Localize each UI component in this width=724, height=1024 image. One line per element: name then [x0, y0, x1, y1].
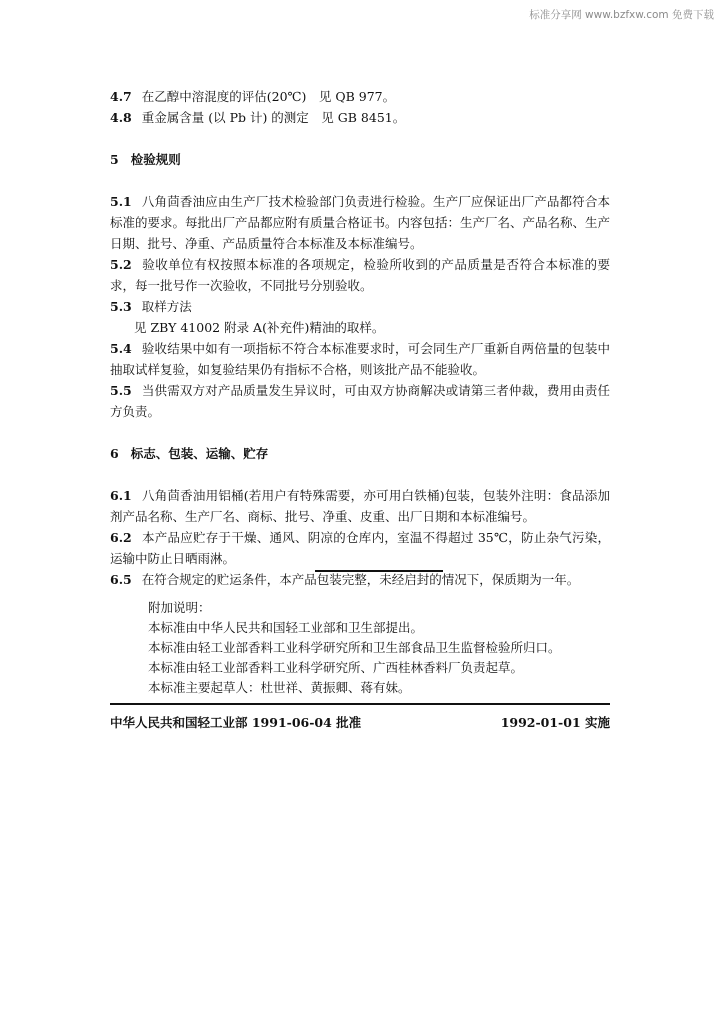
notes-title: 附加说明：	[148, 600, 211, 615]
clause-text: 重金属含量 (以 Pb 计) 的测定 见 GB 8451。	[141, 110, 406, 125]
clause-number: 6.1	[110, 488, 132, 503]
notes-line: 本标准由中华人民共和国轻工业部和卫生部提出。	[148, 620, 424, 635]
clause-number: 6.2	[110, 530, 132, 545]
clause-number: 4.8	[110, 110, 132, 125]
section-5-heading	[110, 149, 610, 170]
section-title: 标志、包装、运输、贮存	[130, 446, 269, 461]
clause-text: 八角茴香油用铝桶(若用户有特殊需要，亦可用白铁桶)包装，包装外注明：食品添加剂产品名称、生产厂名、商标、批号、净重、皮重、出厂日期和本标准编号。	[110, 488, 610, 524]
footer-rule	[110, 703, 610, 705]
effective-date: 1992-01-01 实施	[500, 715, 610, 730]
section-6-heading	[110, 443, 610, 464]
clause-text: 在乙醇中溶混度的评估(20℃) 见 QB 977。	[141, 89, 396, 104]
notes-line: 本标准由轻工业部香料工业科学研究所和卫生部食品卫生监督检验所归口。	[148, 640, 561, 655]
clause-text: 八角茴香油应由生产厂技术检验部门负责进行检验。生产厂应保证出厂产品都符合本标准的要求。每批出厂产品都应附有质量合格证书。内容包括：生产厂名、产品名称、生产日期、批号、净重、产品质量符合本标准及本标准编号。	[110, 194, 611, 251]
clause-5-3-text: 见 ZBY 41002 附录 A(补充件)精油的取样。	[134, 320, 385, 335]
clause-number: 5.1	[110, 194, 132, 209]
section-number: 5	[110, 152, 119, 167]
clause-6-2	[110, 527, 610, 569]
section-title: 检验规则	[130, 152, 181, 167]
standard-body	[110, 86, 610, 590]
clause-4-8	[110, 107, 610, 128]
clause-number: 5.2	[110, 257, 132, 272]
clause-5-4	[110, 338, 610, 380]
clause-5-5	[110, 380, 610, 422]
notes-line: 本标准主要起草人：杜世祥、黄振卿、蒋有妹。	[148, 680, 411, 695]
clause-5-2	[110, 254, 610, 296]
end-of-text-rule	[315, 570, 443, 572]
clause-title: 取样方法	[141, 299, 192, 314]
clause-number: 5.3	[110, 299, 132, 314]
notes-line: 本标准由轻工业部香料工业科学研究所、广西桂林香料厂负责起草。	[148, 660, 524, 675]
clause-6-5	[110, 569, 610, 590]
additional-notes	[148, 598, 608, 698]
clause-text: 验收结果中如有一项指标不符合本标准要求时，可会同生产厂重新自两倍量的包装中抽取试样复验，如复验结果仍有指标不合格，则该批产品不能验收。	[110, 341, 610, 377]
clause-5-1	[110, 191, 610, 254]
clause-4-7	[110, 86, 610, 107]
clause-6-1	[110, 485, 610, 527]
clause-text: 本产品应贮存于干燥、通风、阴凉的仓库内，室温不得超过 35℃，防止杂气污染，运输中防止日晒雨淋。	[110, 530, 610, 566]
clause-5-3	[110, 296, 610, 317]
clause-number: 4.7	[110, 89, 132, 104]
clause-text: 在符合规定的贮运条件，本产品包装完整，未经启封的情况下，保质期为一年。	[141, 572, 580, 587]
watermark: 标准分享网 www.bzfxw.com 免费下载	[529, 9, 714, 21]
clause-number: 5.4	[110, 341, 132, 356]
clause-number: 5.5	[110, 383, 132, 398]
clause-text: 当供需双方对产品质量发生异议时，可由双方协商解决或请第三者仲裁，费用由责任方负责。	[110, 383, 610, 419]
section-number: 6	[110, 446, 119, 461]
clause-text: 验收单位有权按照本标准的各项规定，检验所收到的产品质量是否符合本标准的要求，每一批号作一次验收，不同批号分别验收。	[110, 257, 610, 293]
footer	[110, 713, 610, 731]
approval-date: 中华人民共和国轻工业部 1991-06-04 批准	[110, 715, 362, 730]
clause-number: 6.5	[110, 572, 132, 587]
